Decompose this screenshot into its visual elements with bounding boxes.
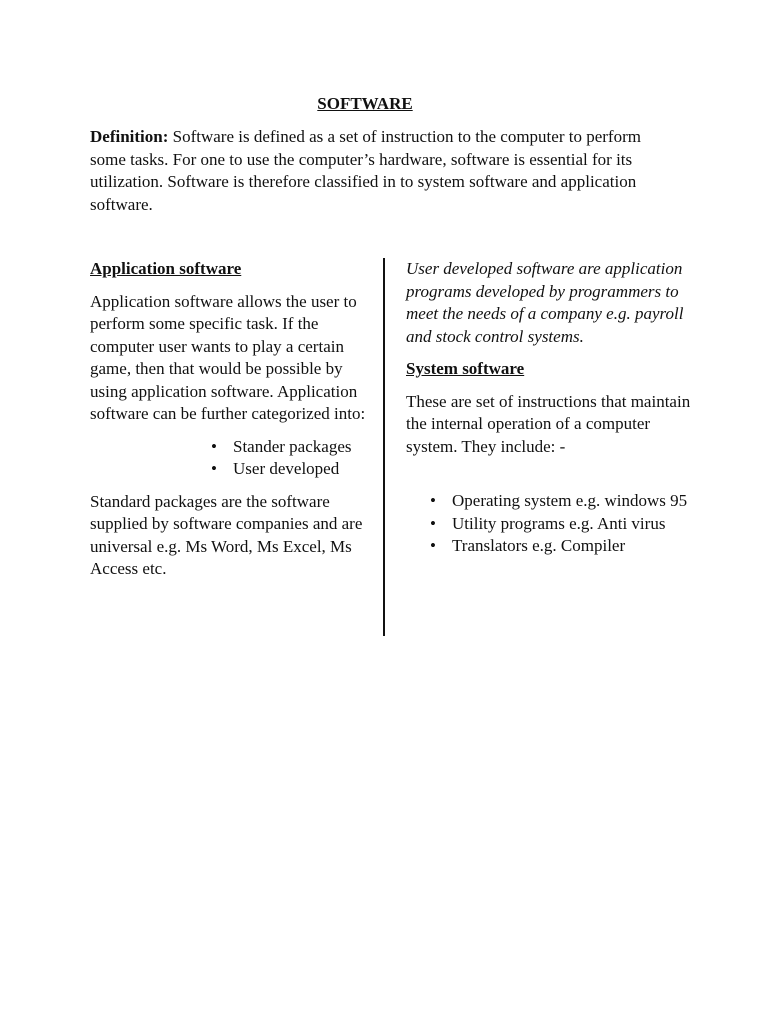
column-divider	[383, 258, 385, 636]
definition-text: Software is defined as a set of instruction to the computer to perform some tasks. For one to use the computer’s hardware, software is essential for its utilization. Software is therefore classified in to system software and application software.	[90, 127, 641, 214]
definition-label: Definition:	[90, 127, 169, 146]
list-item: • Utility programs e.g. Anti virus	[428, 513, 691, 536]
user-developed-paragraph: User developed software are application programs developed by programmers to meet the needs of a company e.g. payroll and stock control systems.	[406, 259, 684, 346]
left-column	[90, 258, 370, 591]
definition-paragraph	[90, 126, 680, 216]
system-software-heading: System software	[406, 359, 525, 378]
list-item: • Operating system e.g. windows 95	[428, 490, 691, 513]
system-software-list	[428, 490, 691, 558]
list-item: • Translators e.g. Compiler	[428, 535, 691, 558]
system-software-intro: These are set of instructions that maintain the internal operation of a computer system. They include: -	[406, 391, 691, 456]
application-software-intro: Application software allows the user to perform some specific task. If the computer user wants to play a certain game, then that would be possible by using application software. Application software can be further categorized into:	[90, 291, 366, 423]
application-software-heading: Application software	[90, 259, 242, 278]
application-categories-list	[209, 436, 370, 481]
standard-packages-paragraph: Standard packages are the software supplied by software companies and are universal e.g. Ms Word, Ms Excel, Ms Access etc.	[90, 491, 363, 578]
list-item: • User developed	[209, 458, 370, 481]
page-title: SOFTWARE	[317, 94, 413, 113]
list-item: • Stander packages	[209, 436, 370, 459]
right-column	[406, 258, 691, 568]
